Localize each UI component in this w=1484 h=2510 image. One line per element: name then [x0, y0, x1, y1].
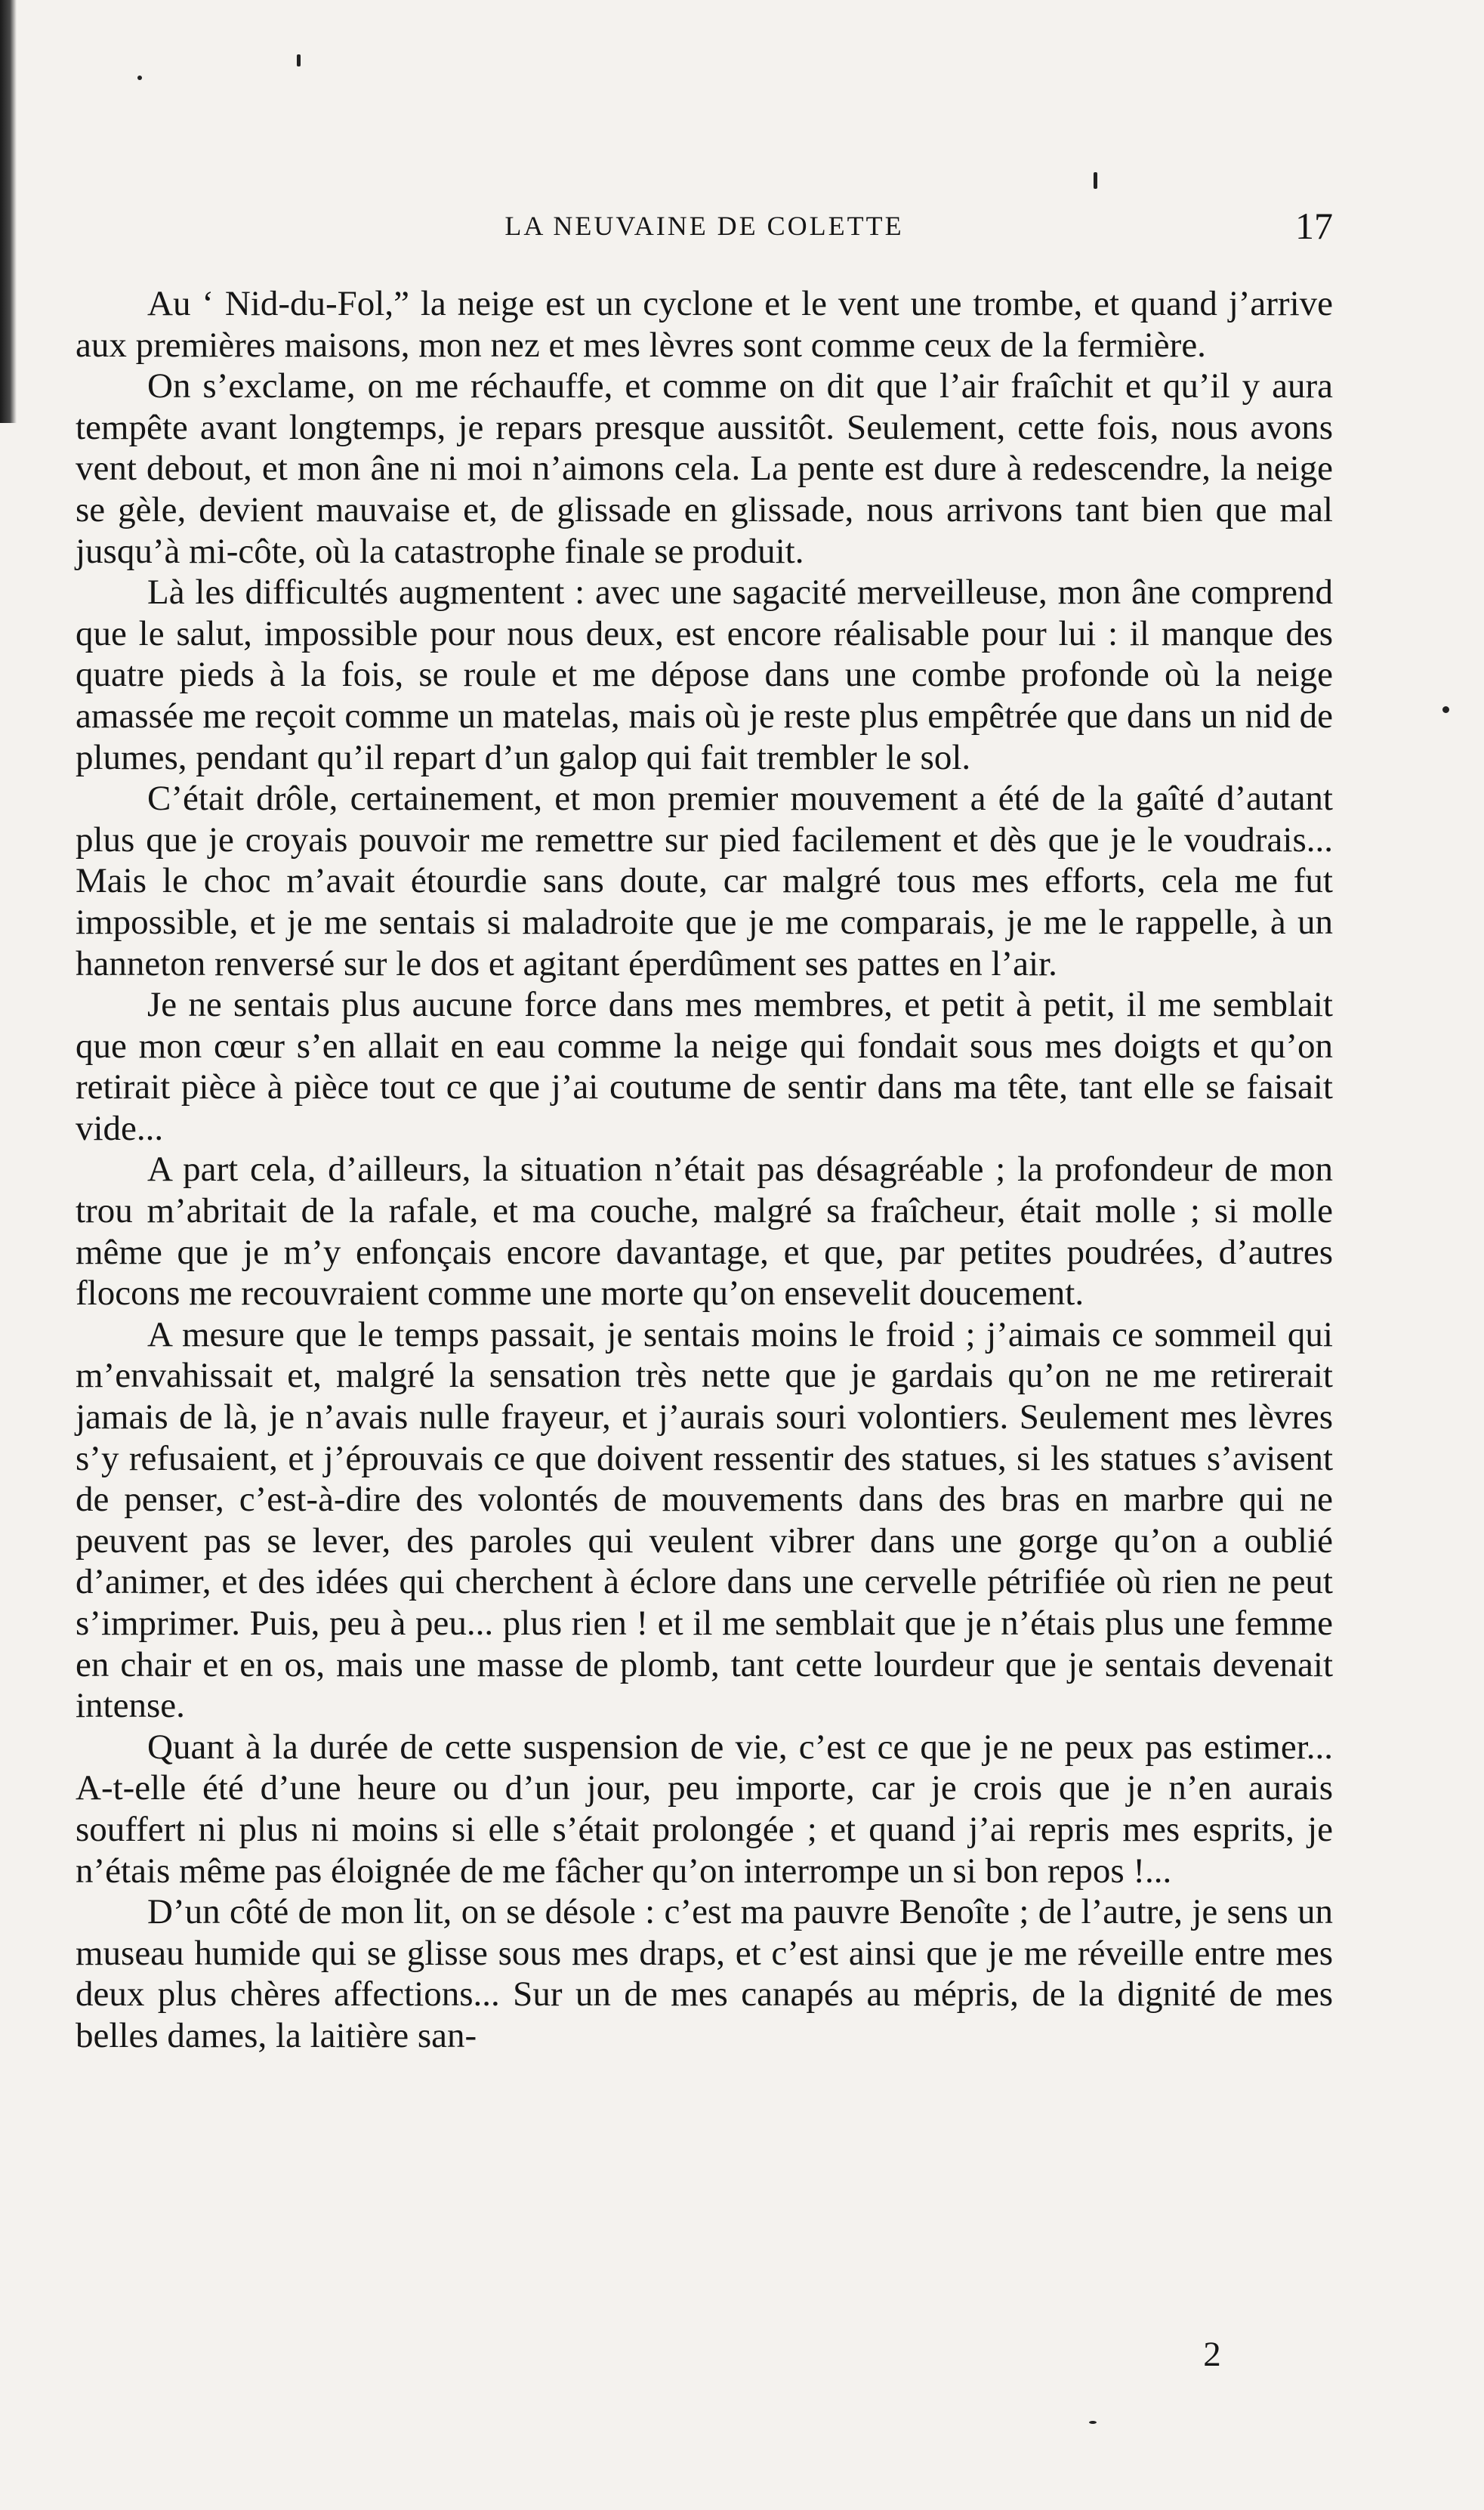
paragraph: Je ne sentais plus aucune force dans mes membres, et petit à petit, il me semblait que mon cœur s’en allait en eau comme la neige qui fondait sous mes doigts et qu’on retirait pièce à pièce tout ce que j’ai coutume de sentir dans ma tête, tant elle se faisait vide...: [76, 985, 1333, 1148]
paragraph: Au ‘ Nid-du-Fol,” la neige est un cyclone et le vent une trombe, et quand j’arrive aux premières maisons, mon nez et mes lèvres sont comme ceux de la fermière.: [76, 284, 1333, 365]
binding-edge: [0, 0, 17, 423]
print-speck: [1089, 2421, 1097, 2424]
paragraph: A part cela, d’ailleurs, la situation n’était pas désagréable ; la profondeur de mon trou m’abritait de la rafale, et ma couche, malgré sa fraîcheur, était molle ; si molle même que je m’y enfonçais encore davantage, et que, par petites poudrées, d’autres flocons me recouvraient comme une morte qu’on ensevelit doucement.: [76, 1150, 1333, 1314]
signature-mark: 2: [1203, 2335, 1221, 2374]
print-speck: [1442, 706, 1449, 713]
print-speck: [1094, 172, 1097, 189]
print-speck: [297, 54, 301, 66]
print-speck: [137, 76, 142, 80]
page-number: 17: [1295, 205, 1333, 247]
paragraph: Quant à la durée de cette suspension de vie, c’est ce que je ne peux pas estimer... A-t-elle été d’une heure ou d’un jour, peu importe, car je crois que je n’en aurais souffert ni plus ni moins si elle s’était prolongée ; et quand j’ai repris mes esprits, je n’étais même pas éloignée de me fâcher qu’on interrompe un si bon repos !...: [76, 1727, 1333, 1891]
paragraph: Là les difficultés augmentent : avec une sagacité merveilleuse, mon âne comprend que le salut, impossible pour nous deux, est encore réalisable pour lui : il manque des quatre pieds à la fois, se roule et me dépose dans une combe profonde où la neige amassée me reçoit comme un matelas, mais où je reste plus empêtrée que dans un nid de plumes, pendant qu’il repart d’un galop qui fait trembler le sol.: [76, 573, 1333, 777]
paragraph: A mesure que le temps passait, je sentais moins le froid ; j’aimais ce sommeil qui m’envahissait et, malgré la sensation très nette que je gardais qu’on ne me retirerait jamais de là, je n’avais nulle frayeur, et j’aurais souri volontiers. Seulement mes lèvres s’y refusaient, et j’éprouvais ce que doivent ressentir des statues, si les statues s’avisent de penser, c’est-à-dire des volontés de mouvements dans des bras en marbre qui ne peuvent pas se lever, des paroles qui veulent vibrer dans une gorge qu’on a oublié d’animer, et des idées qui cherchent à éclore dans une cervelle pétrifiée où rien ne peut s’imprimer. Puis, peu à peu... plus rien ! et il me semblait que je n’étais plus une femme en chair et en os, mais une masse de plomb, tant cette lourdeur que je sentais devenait intense.: [76, 1314, 1333, 1726]
paragraph: On s’exclame, on me réchauffe, et comme on dit que l’air fraîchit et qu’il y aura tempête avant longtemps, je repars presque aussitôt. Seulement, cette fois, nous avons vent debout, et mon âne ni moi n’aimons cela. La pente est dure à redescendre, la neige se gèle, devient mauvaise et, de glissade en glissade, nous arrivons tant bien que mal jusqu’à mi-côte, où la catastrophe finale se produit.: [76, 366, 1333, 571]
body-text: [76, 283, 1333, 2057]
page-header: [76, 204, 1333, 257]
running-title: LA NEUVAINE DE COLETTE: [504, 211, 904, 241]
paragraph: C’était drôle, certainement, et mon premier mouvement a été de la gaîté d’autant plus que je croyais pouvoir me remettre sur pied facilement et dès que je le voudrais... Mais le choc m’avait étourdie sans doute, car malgré tous mes efforts, cela me fut impossible, et je me sentais si maladroite que je me comparais, je me le rappelle, à un hanneton renversé sur le dos et agitant éperdûment ses pattes en l’air.: [76, 779, 1333, 983]
paragraph: D’un côté de mon lit, on se désole : c’est ma pauvre Benoîte ; de l’autre, je sens un museau humide qui se glisse sous mes draps, et c’est ainsi que je me réveille entre mes deux plus chères affections... Sur un de mes canapés au mépris, de la dignité de mes belles dames, la laitière san-: [76, 1892, 1333, 2055]
